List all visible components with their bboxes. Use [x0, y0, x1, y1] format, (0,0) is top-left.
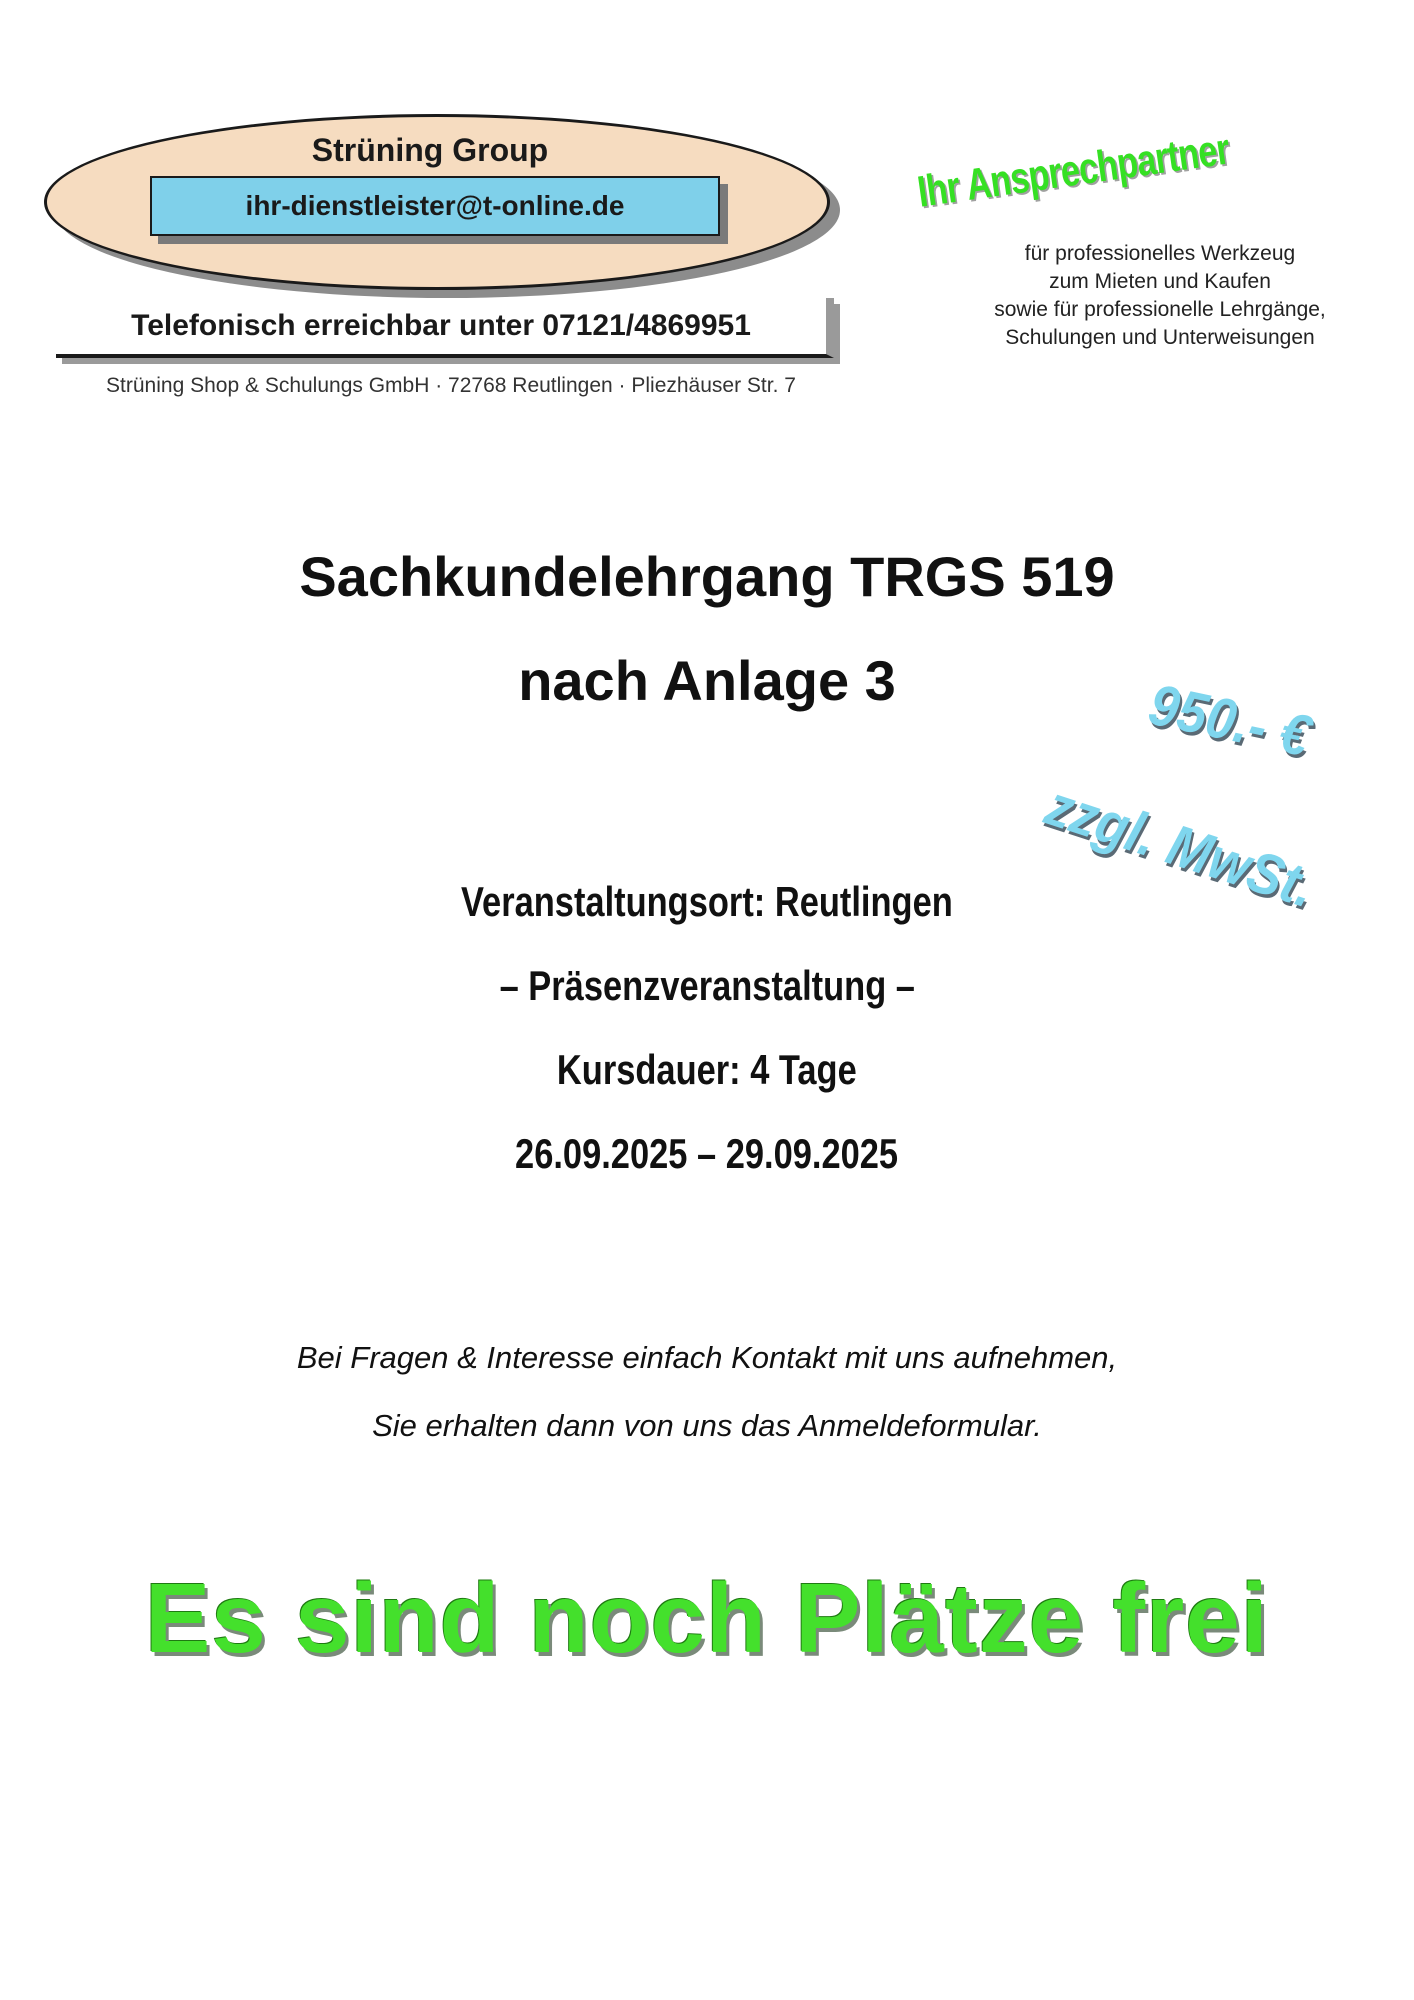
phone-line: Telefonisch erreichbar unter 07121/4869951 [56, 298, 834, 358]
contact-description [940, 240, 1380, 352]
contact-line: sowie für professionelle Lehrgänge, [994, 298, 1326, 321]
availability-banner: Es sind noch Plätze frei [144, 1563, 1270, 1673]
course-subtitle: nach Anlage 3 [518, 649, 896, 712]
contact-note-line2: Sie erhalten dann von uns das Anmeldeformular. [372, 1408, 1042, 1443]
course-dates: 26.09.2025 – 29.09.2025 [515, 1130, 899, 1177]
course-format: – Präsenzveranstaltung – [499, 962, 915, 1009]
company-group-name: Strüning Group [311, 132, 549, 168]
contact-line: zum Mieten und Kaufen [1049, 270, 1271, 293]
contact-note-line1: Bei Fragen & Interesse einfach Kontakt mit uns aufnehmen, [296, 1340, 1118, 1375]
course-location: Veranstaltungsort: Reutlingen [461, 878, 953, 925]
course-duration: Kursdauer: 4 Tage [557, 1046, 857, 1093]
vat-label: zzgl. MwSt. [1037, 772, 1323, 921]
company-address: Strüning Shop & Schulungs GmbH · 72768 Reutlingen · Pliezhäuser Str. 7 [106, 374, 796, 397]
email-address[interactable]: ihr-dienstleister@t-online.de [150, 176, 720, 236]
contact-line: für professionelles Werkzeug [1024, 242, 1296, 265]
course-title: Sachkundelehrgang TRGS 519 [299, 545, 1115, 608]
price-label: 950.- € [1143, 671, 1316, 770]
contact-line: Schulungen und Unterweisungen [1005, 326, 1315, 349]
contact-heading: Ihr Ansprechpartner [914, 124, 1233, 217]
